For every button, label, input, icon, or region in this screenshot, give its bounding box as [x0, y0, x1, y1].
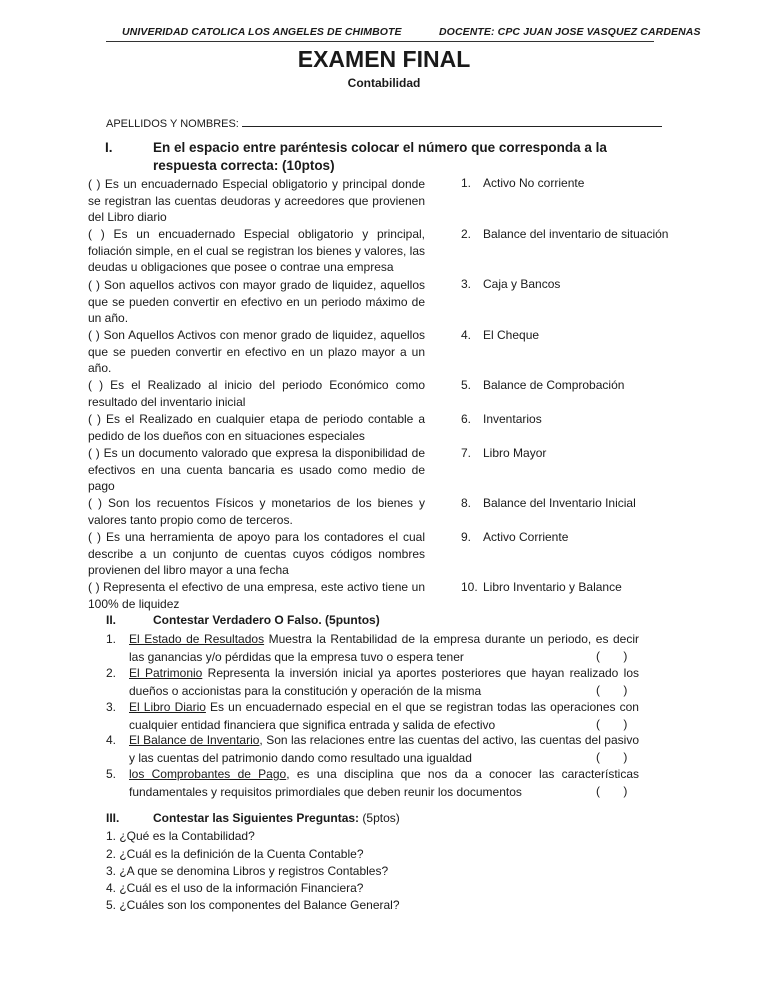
matching-option-10: 10. Libro Inventario y Balance — [461, 580, 622, 594]
matching-question-5: ( ) Es el Realizado al inicio del periodo Económico como resultado del inventario inicial — [88, 378, 425, 409]
matching-question-2: ( ) Es un encuadernado Especial obligatorio y principal, foliación simple, en el cual se registran los bienes y valores, las deudas u obligaciones que posee o contrae una empresa — [88, 227, 425, 275]
matching-question-9: ( ) Es una herramienta de apoyo para los contadores el cual describe a un conjunto de cuentas cuyos códigos nombres provienen del libro mayor a una fecha — [88, 530, 425, 578]
page-subtitle: Contabilidad — [347, 76, 421, 90]
matching-option-1: 1. Activo No corriente — [461, 176, 585, 190]
true-false-item-1: 1. El Estado de Resultados Muestra la Rentabilidad de la empresa durante un periodo, es decir las ganancias y/o pérdidas que la empresa tuvo o espera tener — [106, 632, 640, 664]
matching-question-3: ( ) Son aquellos activos con mayor grado de liquidez, aquellos que se pueden convertir en efectivo en un periodo máximo de un año. — [88, 278, 425, 326]
matching-question-7: ( ) Es un documento valorado que expresa la disponibilidad de efectivos en una cuenta bancaria es usado como medio de pago — [88, 446, 425, 494]
matching-question-6: ( ) Es el Realizado en cualquier etapa de periodo contable a pedido de los dueños con en situaciones especiales — [88, 412, 425, 443]
true-false-item-5: 5. los Comprobantes de Pago, es una disciplina que nos da a conocer las características fundamentales y requisitos primordiales que deben reunir los documentos — [106, 767, 639, 799]
open-question-4: 4. ¿Cuál es el uso de la información Financiera? — [106, 881, 364, 895]
true-false-item-2: 2. El Patrimonio Representa la inversión inicial ya aportes posteriores que hayan realizado los dueños o accionistas para la constitución y operación de la misma — [106, 666, 639, 698]
matching-question-10: ( ) Representa el efectivo de una empresa, este activo tiene un 100% de liquidez — [88, 580, 425, 611]
matching-option-6: 6. Inventarios — [461, 412, 542, 426]
answer-blank-4[interactable]: ( ) — [596, 750, 628, 764]
answer-blank-3[interactable]: ( ) — [596, 717, 628, 731]
section-1-number: I. — [105, 140, 113, 155]
matching-option-3: 3. Caja y Bancos — [461, 277, 561, 291]
open-question-5: 5. ¿Cuáles son los componentes del Balance General? — [106, 898, 400, 912]
section-3-number: III. — [106, 811, 120, 825]
open-question-3: 3. ¿A que se denomina Libros y registros Contables? — [106, 864, 389, 878]
section-1-instruction: En el espacio entre paréntesis colocar el número que corresponda a la respuesta correcta: (10ptos) — [153, 140, 607, 173]
answer-blank-1[interactable]: ( ) — [596, 649, 628, 663]
section-3-heading: Contestar las Siguientes Preguntas: (5ptos) — [153, 811, 400, 825]
answer-blank-5[interactable]: ( ) — [596, 784, 628, 798]
section-1-heading — [0, 139, 768, 179]
names-label: APELLIDOS Y NOMBRES: — [106, 118, 239, 130]
matching-option-9: 9. Activo Corriente — [461, 530, 569, 544]
true-false-item-4: 4. El Balance de Inventario, Son las relaciones entre las cuentas del activo, las cuentas del pasivo y las cuentas del patrimonio dando como resultado una igualdad — [106, 733, 639, 765]
header-divider — [106, 41, 654, 42]
matching-question-1: ( ) Es un encuadernado Especial obligatorio y principal donde se registran las cuentas deudoras y acreedores que provienen del Libro diario — [88, 177, 425, 225]
matching-question-8: ( ) Son los recuentos Físicos y monetarios de los bienes y valores tanto propio como de terceros. — [88, 496, 425, 527]
header-teacher: DOCENTE: CPC JUAN JOSE VASQUEZ CARDENAS — [439, 26, 701, 38]
matching-option-7: 7. Libro Mayor — [461, 446, 547, 460]
matching-option-2: 2. Balance del inventario de situación — [461, 227, 669, 241]
matching-option-5: 5. Balance de Comprobación — [461, 378, 625, 392]
page-title: EXAMEN FINAL — [297, 46, 471, 72]
section-2-instruction: Contestar Verdadero O Falso. (5puntos) — [153, 613, 380, 627]
open-question-2: 2. ¿Cuál es la definición de la Cuenta Contable? — [106, 847, 364, 861]
true-false-item-3: 3. El Libro Diario Es un encuadernado especial en el que se registran todas las operaciones con cualquier entidad financiera que significa entrada y salida de efectivo — [106, 700, 639, 732]
answer-blank-2[interactable]: ( ) — [596, 683, 628, 697]
names-field — [106, 115, 662, 130]
matching-question-4: ( ) Son Aquellos Activos con menor grado de liquidez, aquellos que se pueden convertir en efectivo en un plazo mayor a un año. — [88, 328, 425, 376]
matching-option-8: 8. Balance del Inventario Inicial — [461, 496, 636, 510]
section-2-number: II. — [106, 613, 117, 627]
matching-option-4: 4. El Cheque — [461, 328, 540, 342]
open-question-1: 1. ¿Qué es la Contabilidad? — [106, 829, 255, 843]
header-university: UNIVERIDAD CATOLICA LOS ANGELES DE CHIMBOTE — [122, 26, 402, 38]
names-blank-line[interactable] — [242, 115, 662, 127]
